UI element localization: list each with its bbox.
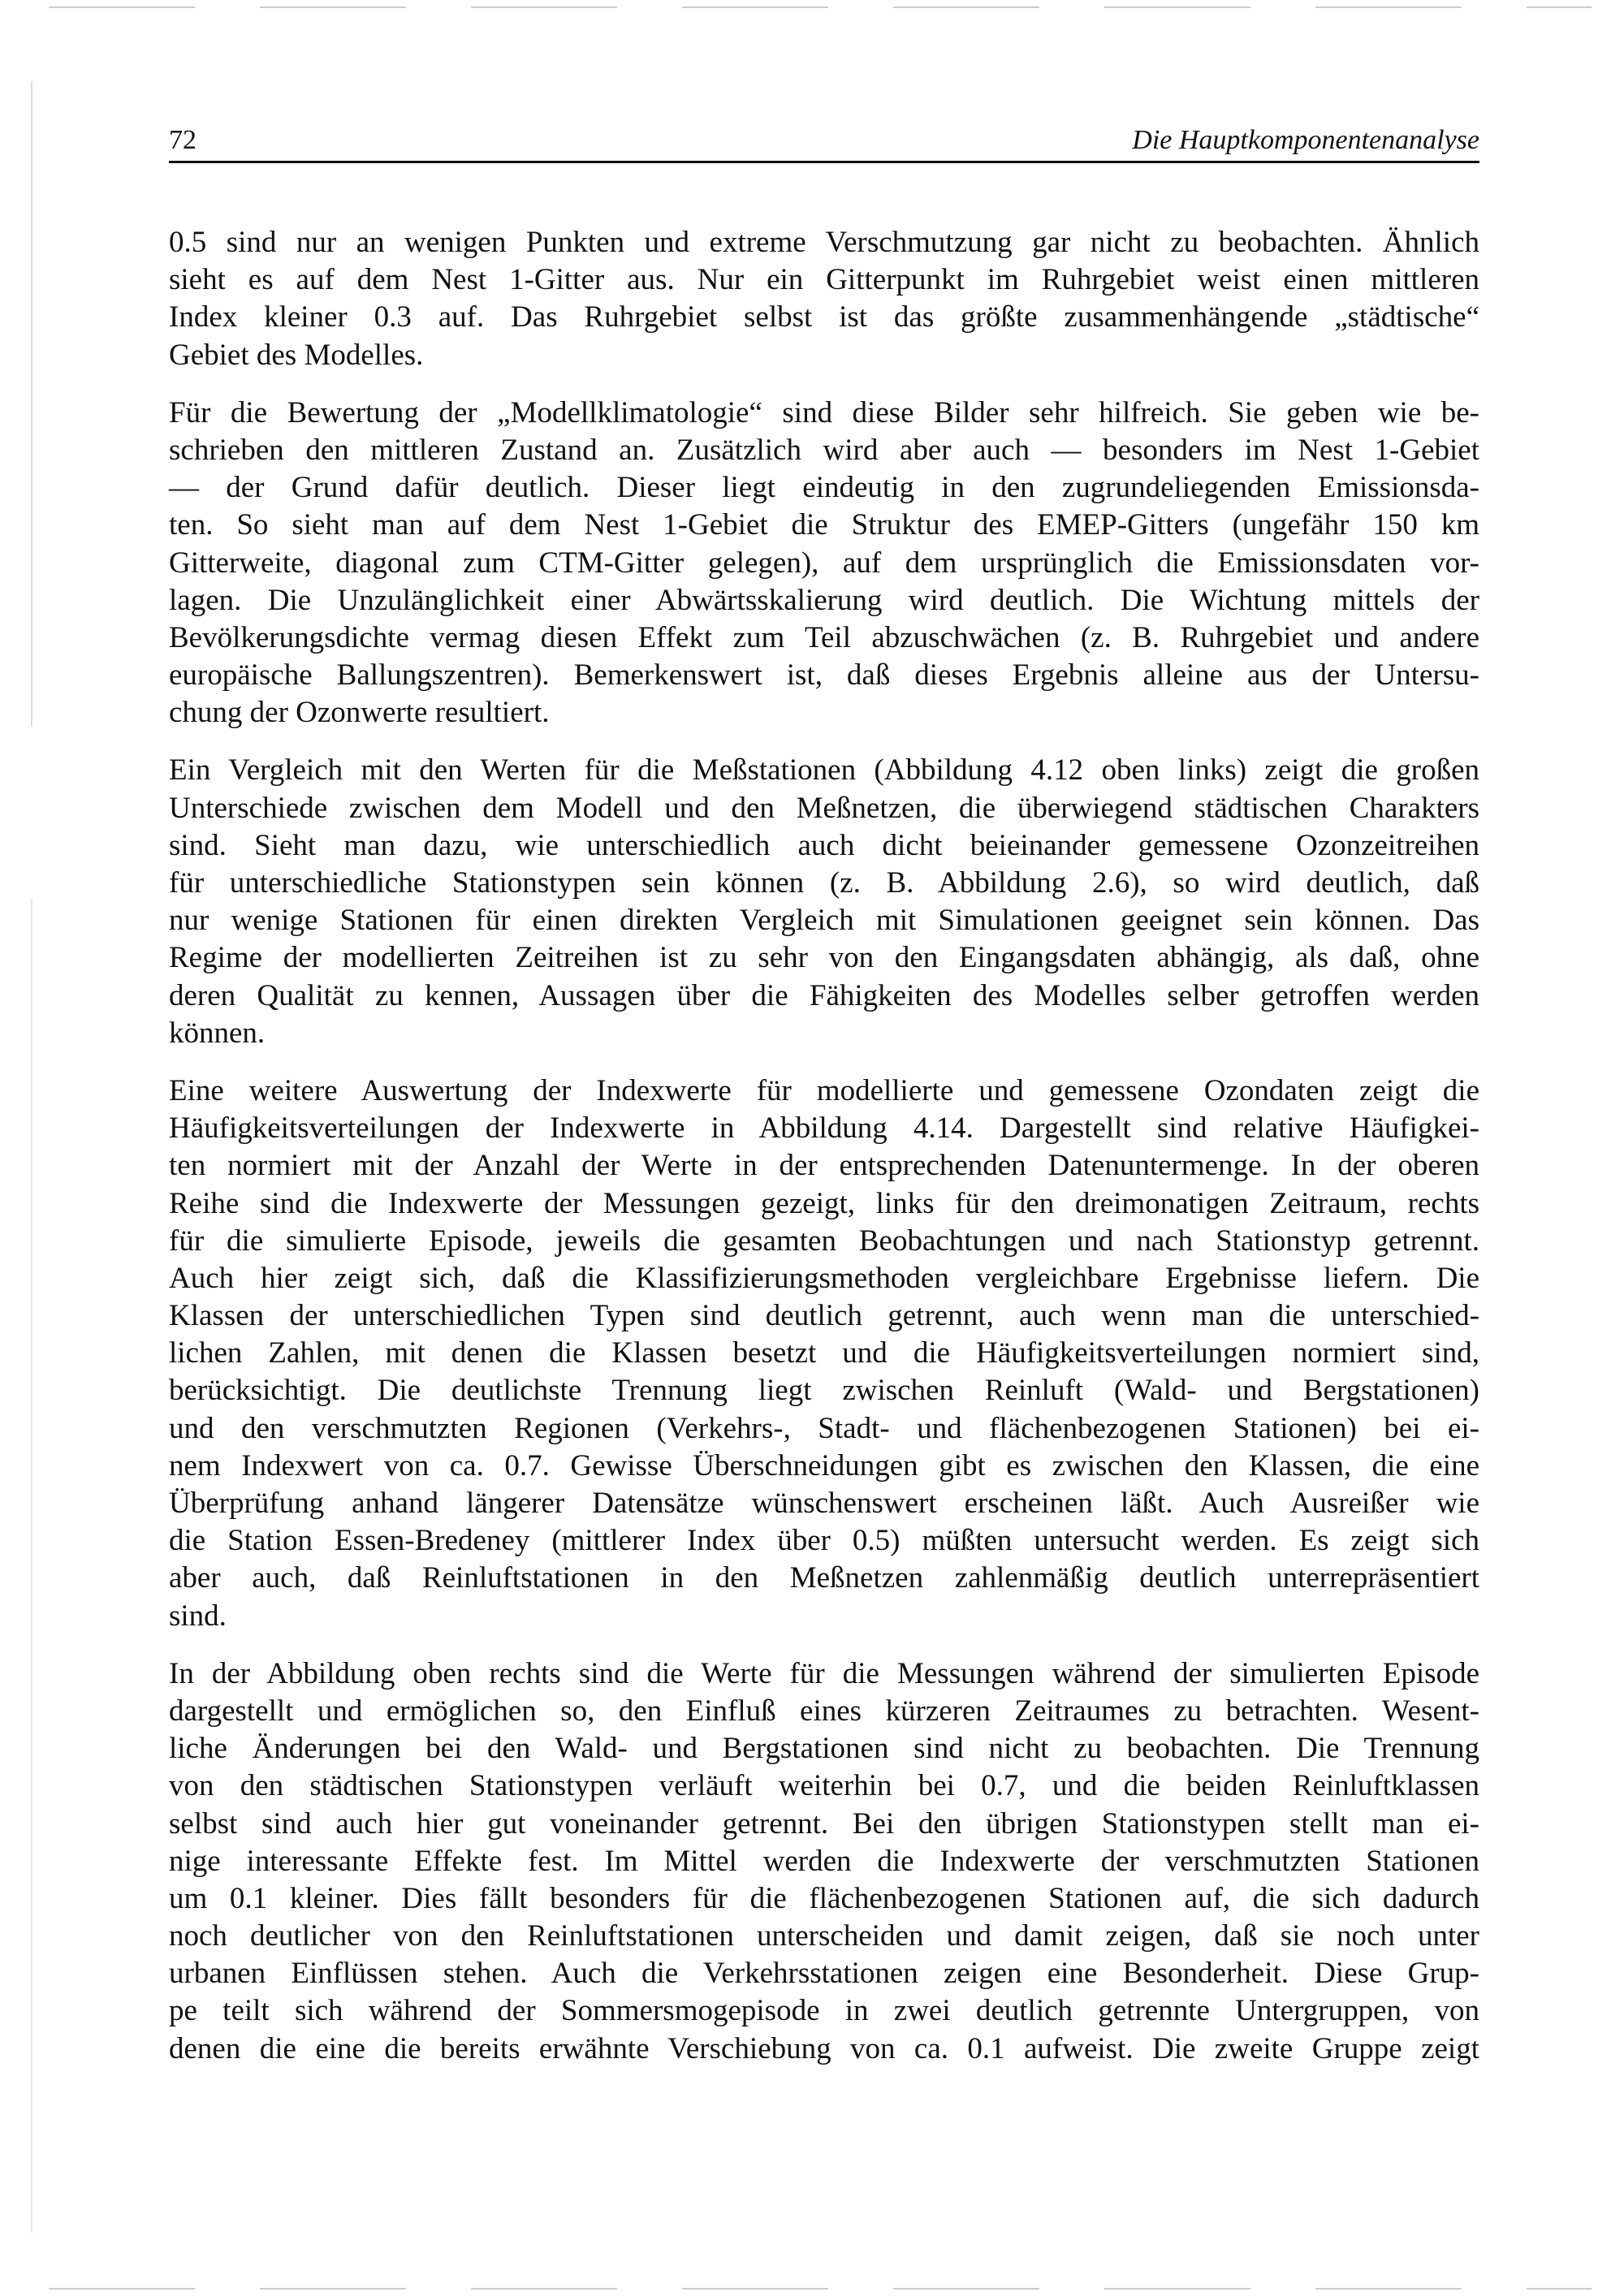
text-line: lagen. Die Unzulänglichkeit einer Abwärtsskalierung wird deutlich. Die Wichtung mittels der [169, 583, 1479, 617]
body-text [169, 224, 1479, 2088]
text-line: um 0.1 kleiner. Dies fällt besonders für die flächenbezogenen Stationen auf, die sich dadurch [169, 1881, 1479, 1915]
scan-artifact-left [31, 81, 32, 2233]
text-line: Index kleiner 0.3 auf. Das Ruhrgebiet selbst ist das größte zusammenhängende „städtische“ [169, 300, 1479, 334]
text-line: Überprüfung anhand längerer Datensätze wünschenswert erscheinen läßt. Auch Ausreißer wie [169, 1487, 1479, 1520]
page-number: 72 [169, 125, 197, 155]
text-line: für die simulierte Episode, jeweils die gesamten Beobachtungen und nach Stationstyp getrennt. [169, 1224, 1479, 1258]
paragraph [169, 1072, 1479, 1635]
text-line: sind. Sieht man dazu, wie unterschiedlich auch dicht beieinander gemessene Ozonzeitreihen [169, 828, 1479, 862]
text-line: liche Änderungen bei den Wald- und Bergstationen sind nicht zu beobachten. Die Trennung [169, 1732, 1479, 1766]
paragraph [169, 1655, 1479, 2068]
text-line: Häufigkeitsverteilungen der Indexwerte in Abbildung 4.14. Dargestellt sind relative Häufigkei- [169, 1111, 1479, 1146]
header-rule [169, 161, 1479, 163]
text-line: deren Qualität zu kennen, Aussagen über die Fähigkeiten des Modelles selber getroffen werden [169, 978, 1479, 1012]
running-header [169, 122, 1479, 162]
text-line: pe teilt sich während der Sommersmogepisode in zwei deutlich getrennte Untergruppen, von [169, 1994, 1479, 2028]
text-line: lichen Zahlen, mit denen die Klassen besetzt und die Häufigkeitsverteilungen normiert sind, [169, 1336, 1479, 1370]
text-line: schrieben den mittleren Zustand an. Zusätzlich wird aber auch — besonders im Nest 1-Gebiet [169, 433, 1479, 467]
text-line: Regime der modellierten Zeitreihen ist zu sehr von den Eingangsdaten abhängig, als daß, ohne [169, 941, 1479, 975]
text-line: 0.5 sind nur an wenigen Punkten und extreme Verschmutzung gar nicht zu beobachten. Ähnlich [169, 226, 1479, 259]
text-line: — der Grund dafür deutlich. Dieser liegt eindeutig in den zugrundeliegenden Emissionsda- [169, 471, 1479, 505]
text-line: Unterschiede zwischen dem Modell und den Meßnetzen, die überwiegend städtischen Charakters [169, 791, 1479, 825]
text-line: In der Abbildung oben rechts sind die Werte für die Messungen während der simulierten Episode [169, 1656, 1479, 1690]
text-line: Für die Bewertung der „Modellklimatologie“ sind diese Bilder sehr hilfreich. Sie geben wie be- [169, 395, 1479, 429]
text-line: ten. So sieht man auf dem Nest 1-Gebiet die Struktur des EMEP-Gitters (ungefähr 150 km [169, 508, 1479, 542]
text-line: Gebiet des Modelles. [169, 338, 424, 372]
text-line: Bevölkerungsdichte vermag diesen Effekt zum Teil abzuschwächen (z. B. Ruhrgebiet und andere [169, 620, 1479, 654]
scan-artifact-top [49, 6, 1592, 8]
text-line: und den verschmutzten Regionen (Verkehrs-, Stadt- und flächenbezogenen Stationen) bei ei- [169, 1411, 1479, 1445]
text-line: können. [169, 1016, 266, 1050]
text-line: sind. [169, 1599, 227, 1633]
text-line: Reihe sind die Indexwerte der Messungen gezeigt, links für den dreimonatigen Zeitraum, rechts [169, 1186, 1479, 1220]
text-line: berücksichtigt. Die deutlichste Trennung liegt zwischen Reinluft (Wald- und Bergstationen) [169, 1374, 1479, 1408]
text-line: nige interessante Effekte fest. Im Mittel werden die Indexwerte der verschmutzten Stationen [169, 1844, 1479, 1878]
text-line: denen die eine die bereits erwähnte Verschiebung von ca. 0.1 aufweist. Die zweite Gruppe zeigt [169, 2031, 1479, 2065]
text-line: aber auch, daß Reinluftstationen in den Meßnetzen zahlenmäßig deutlich unterrepräsentiert [169, 1561, 1479, 1595]
paragraph [169, 224, 1479, 374]
text-line: von den städtischen Stationstypen verläuft weiterhin bei 0.7, und die beiden Reinluftklassen [169, 1769, 1479, 1803]
text-line: Auch hier zeigt sich, daß die Klassifizierungsmethoden vergleichbare Ergebnisse liefern. Die [169, 1261, 1479, 1295]
text-line: Gitterweite, diagonal zum CTM-Gitter gelegen), auf dem ursprünglich die Emissionsdaten vor- [169, 546, 1479, 580]
text-line: Klassen der unterschiedlichen Typen sind deutlich getrennt, auch wenn man die unterschied- [169, 1299, 1479, 1333]
text-line: selbst sind auch hier gut voneinander getrennt. Bei den übrigen Stationstypen stellt man ei- [169, 1806, 1479, 1841]
text-line: Eine weitere Auswertung der Indexwerte für modellierte und gemessene Ozondaten zeigt die [169, 1073, 1479, 1107]
text-line: die Station Essen-Bredeney (mittlerer Index über 0.5) müßten untersucht werden. Es zeigt sich [169, 1524, 1479, 1558]
text-line: urbanen Einflüssen stehen. Auch die Verkehrsstationen zeigen eine Besonderheit. Diese Grup- [169, 1957, 1479, 1991]
text-line: dargestellt und ermöglichen so, den Einfluß eines kürzeren Zeitraumes zu betrachten. Wesent- [169, 1694, 1479, 1728]
text-line: europäische Ballungszentren). Bemerkenswert ist, daß dieses Ergebnis alleine aus der Untersu- [169, 658, 1479, 693]
text-line: Ein Vergleich mit den Werten für die Meßstationen (Abbildung 4.12 oben links) zeigt die großen [169, 753, 1479, 788]
paragraph [169, 752, 1479, 1052]
text-line: nem Indexwert von ca. 0.7. Gewisse Überschneidungen gibt es zwischen den Klassen, die eine [169, 1448, 1479, 1482]
text-line: sieht es auf dem Nest 1-Gitter aus. Nur ein Gitterpunkt im Ruhrgebiet weist einen mittleren [169, 263, 1479, 297]
scan-artifact-bottom [49, 2288, 1592, 2290]
running-title: Die Hauptkomponentenanalyse [1132, 125, 1479, 155]
paragraph [169, 395, 1479, 732]
text-line: für unterschiedliche Stationstypen sein können (z. B. Abbildung 2.6), so wird deutlich, daß [169, 866, 1479, 900]
text-line: ten normiert mit der Anzahl der Werte in der entsprechenden Datenuntermenge. In der oberen [169, 1149, 1479, 1183]
text-line: chung der Ozonwerte resultiert. [169, 696, 550, 730]
text-line: noch deutlicher von den Reinluftstationen unterscheiden und damit zeigen, daß sie noch unter [169, 1919, 1479, 1953]
text-line: nur wenige Stationen für einen direkten Vergleich mit Simulationen geeignet sein können. Das [169, 904, 1479, 938]
